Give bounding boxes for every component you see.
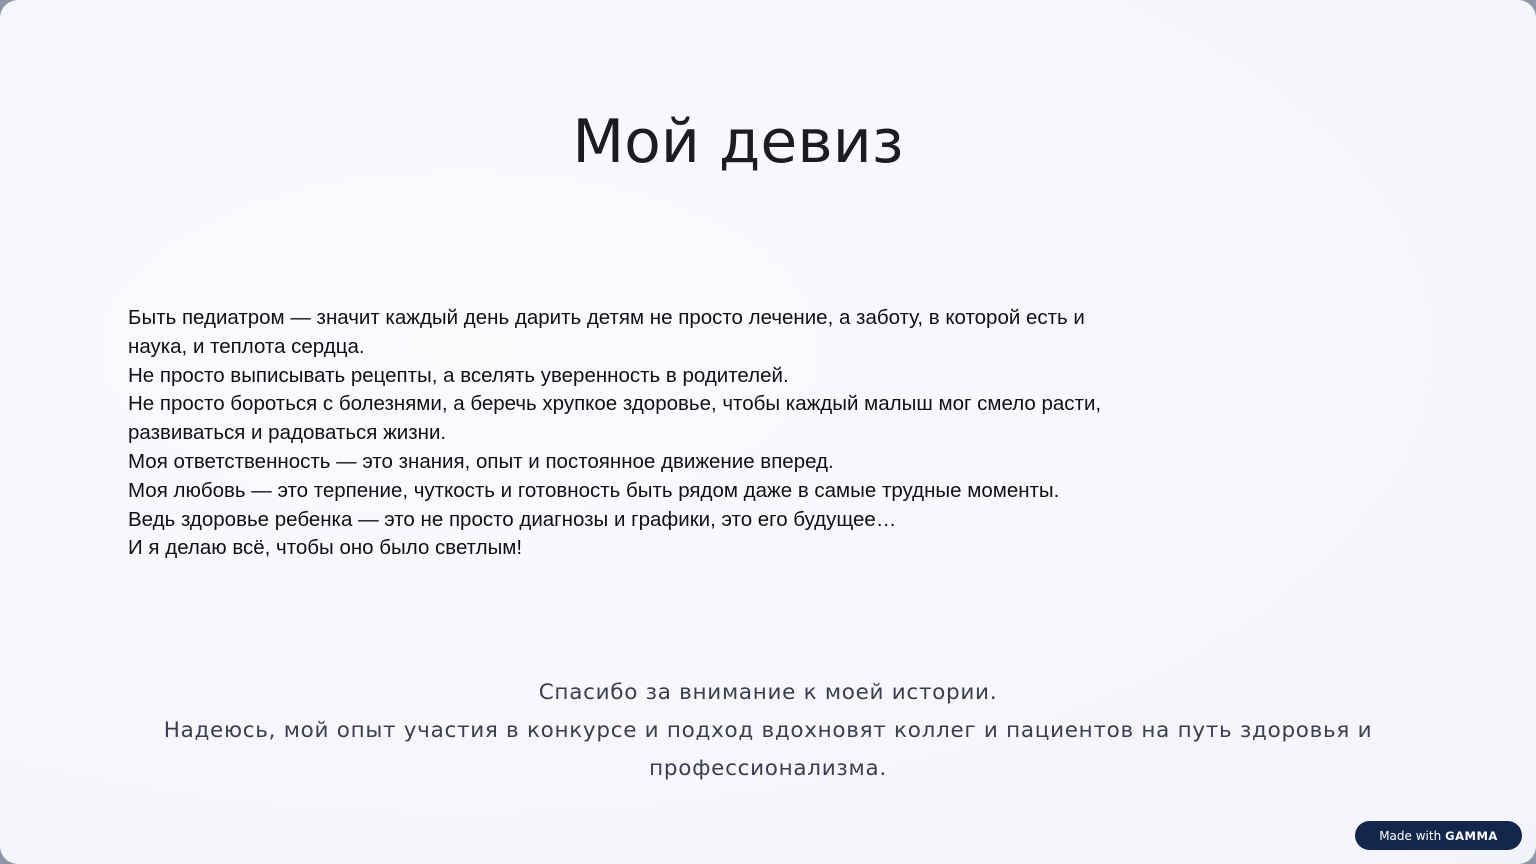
motto-line: И я делаю всё, чтобы оно было светлым!: [128, 536, 523, 560]
motto-line: Моя ответственность — это знания, опыт и постоянное движение вперед.: [128, 449, 834, 473]
made-with-gamma-badge[interactable]: [1355, 821, 1522, 850]
motto-line: Не просто бороться с болезнями, а беречь хрупкое здоровье, чтобы каждый малыш мог смело расти, развиваться и радоваться жизни.: [128, 392, 1102, 445]
badge-prefix: Made with: [1379, 828, 1442, 843]
gamma-logo: GAMMA: [1445, 828, 1498, 843]
motto-line: Ведь здоровье ребенка — это не просто диагнозы и графики, это его будущее…: [128, 507, 897, 531]
motto-line: Моя любовь — это терпение, чуткость и готовность быть рядом даже в самые трудные моменты.: [128, 478, 1060, 502]
motto-line: Не просто выписывать рецепты, а вселять уверенность в родителей.: [128, 363, 789, 387]
thanks-text: [130, 674, 1406, 788]
thanks-line: Спасибо за внимание к моей истории.: [538, 680, 998, 705]
motto-line: Быть педиатром — значит каждый день дарить детям не просто лечение, а заботу, в которой есть и наука, и теплота сердца.: [128, 306, 1085, 358]
motto-text: [128, 304, 1128, 563]
slide-title: Мой девиз: [572, 107, 904, 177]
thanks-line: Надеюсь, мой опыт участия в конкурсе и подход вдохновят коллег и пациентов на путь здоровья и профессионализма.: [163, 718, 1373, 781]
